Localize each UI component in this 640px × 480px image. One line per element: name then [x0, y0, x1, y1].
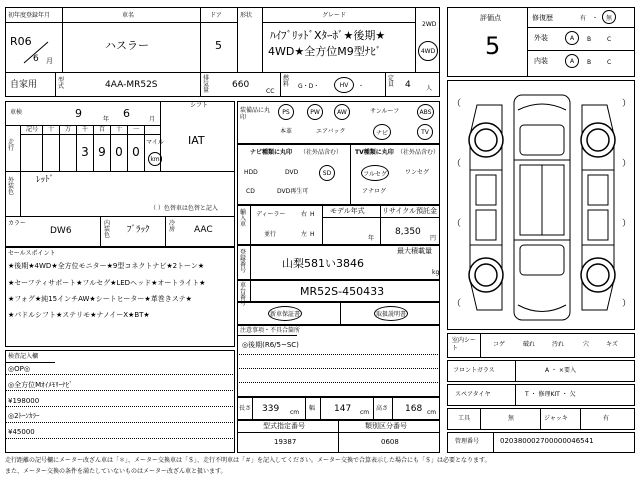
interior-grade-c: C: [607, 59, 612, 66]
repair-no-circle: [602, 10, 616, 24]
car-diagram: [462, 90, 622, 325]
navi-dvd-play: DVD再生可: [277, 188, 309, 195]
map-left-paren: （: [452, 99, 462, 109]
inspection-label: 車検: [10, 109, 23, 116]
max-load-label: 最大積載量: [397, 247, 432, 255]
equip-ps: PS: [278, 104, 294, 120]
chassis-label: 車台番号: [240, 282, 247, 307]
sheet-scratch: キズ: [606, 341, 618, 348]
max-load-unit: kg: [432, 269, 440, 276]
model-year-unit: 年: [368, 235, 375, 242]
tv-fullseg-circle: [361, 165, 389, 181]
score: 5: [485, 32, 501, 60]
chassis-value: MR52S-450433: [300, 285, 385, 298]
inspector-line: ¥45000: [8, 428, 35, 436]
unit-ten-man: 十: [48, 126, 55, 133]
navi-dvd: DVD: [285, 169, 299, 176]
warranty: 新車保証書: [269, 311, 300, 318]
interior-grade-a-circle: A: [565, 54, 579, 68]
fuel-hv-circle: [334, 77, 354, 93]
inspector-line: ◎全方位Mｵｲﾒﾓﾘｰﾅﾋﾞ: [8, 381, 73, 389]
drive-4wd: 4WD: [420, 47, 436, 55]
map-right-paren: ）: [622, 299, 632, 309]
grade-line-1: ﾊｲﾌﾞﾘｯﾄﾞXﾀｰﾎﾞ★後期★: [270, 29, 386, 42]
unit-ichi: 一: [133, 126, 140, 133]
import-parallel: 並行: [264, 231, 277, 238]
color-no-label: カラー: [8, 220, 27, 227]
displacement: 660: [232, 80, 250, 90]
manual-circle: [374, 306, 408, 321]
interior-grade-b: B: [587, 59, 592, 66]
mileage-digit: 3: [81, 145, 89, 159]
exterior-color: ﾚｯﾄﾞ: [36, 175, 55, 185]
drive-4wd-circle: [418, 41, 438, 61]
car-name: ハスラー: [105, 39, 149, 52]
recycle-label: リサイクル預託金: [382, 207, 438, 215]
inspector-label: 検査記入欄: [8, 353, 39, 360]
reg-month-unit: 月: [46, 57, 53, 65]
equip-navi: ナビ: [373, 124, 391, 140]
capacity: 4: [405, 80, 411, 90]
grade-label: グレード: [322, 12, 347, 19]
unit-sen: 千: [82, 126, 89, 133]
import-h-right: H: [310, 211, 315, 218]
exterior-label: 外装色: [8, 177, 15, 196]
inspection-year: 9: [75, 107, 82, 120]
import-dealer: ディーラー: [256, 211, 286, 218]
ac: AAC: [194, 225, 213, 235]
spare-label: スペアタイヤ: [455, 391, 491, 398]
length-value: 339: [262, 404, 280, 414]
equip-abs: ABS: [417, 104, 434, 120]
exterior-grade-a-circle: A: [565, 31, 579, 45]
equip-pw: PW: [307, 104, 323, 120]
inspector-line: ¥198000: [8, 397, 40, 405]
width-value: 147: [334, 404, 352, 414]
jack-value: 有: [603, 415, 610, 422]
selling-point-line: ★後期★4WD★全方位モニター★9型コネクトナビ★2トーン★: [8, 262, 205, 270]
equip-sunroof: サンルーフ: [370, 108, 400, 115]
fuel-rest: ・: [358, 83, 365, 90]
exterior-grade-b: B: [587, 36, 592, 43]
model: 4AA-MR52S: [105, 80, 158, 90]
tools-value: 無: [508, 415, 515, 422]
unit-hyaku: 百: [99, 126, 106, 133]
reg-year-label: 初年度登録年月: [8, 12, 51, 19]
selling-point-line: ★セーフティサポート★フルセグ★LEDヘッド★オートライト★: [8, 279, 206, 287]
navi-sd: SD: [322, 169, 332, 177]
shift-label: シフト: [190, 102, 209, 109]
capacity-unit: 人: [426, 85, 433, 92]
shape-label: 形状: [240, 12, 253, 19]
tv-label: TV種類に丸印: [355, 149, 394, 156]
interior-grade-label: 内装: [534, 57, 548, 65]
navi-sub: （社外品含む）: [300, 149, 343, 156]
manual: 取扱説明書: [375, 311, 406, 318]
mileage-note-label: 記号: [26, 126, 39, 133]
repair-yes: 有: [580, 15, 587, 22]
spare-value: T ・ 修理KIT ・ 欠: [525, 391, 576, 398]
selling-points-label: セールスポイント: [8, 250, 56, 257]
equip-tv: TV: [417, 124, 433, 140]
class-value: 0608: [381, 438, 399, 446]
front-glass-value: A ・ ×要入: [545, 367, 576, 374]
footer-line-2: また、メーター交換の条件を満たしていないものはメーター改ざん車と扱います。: [5, 468, 227, 475]
unit-ju: 十: [116, 126, 123, 133]
height-value: 168: [405, 404, 423, 414]
fuel-hv: HV: [339, 81, 349, 89]
map-right-paren: ）: [622, 219, 632, 229]
mgmt-label: 管理番号: [455, 438, 480, 445]
km-unit: km: [150, 155, 160, 163]
tools-label: 工具: [458, 415, 471, 422]
designation-value: 19387: [274, 438, 297, 446]
width-unit: cm: [360, 409, 370, 416]
equip-aw: AW: [334, 104, 350, 120]
sheet-hole: 穴: [583, 341, 590, 348]
jack-label: ジャッキ: [544, 415, 568, 422]
drive-2wd: 2WD: [422, 21, 437, 28]
navi-hdd: HDD: [244, 169, 258, 176]
equipment-label: 装備品に丸印: [240, 107, 271, 122]
km-circle: [148, 152, 162, 166]
import-right: 右: [301, 211, 308, 218]
inspection-month: 6: [123, 107, 130, 120]
grade-line-2: 4WD★全方位M9型ﾅﾋﾞ: [268, 45, 382, 58]
front-glass-label: フロントガラス: [453, 367, 495, 374]
tv-analog: アナログ: [362, 188, 387, 195]
navi-sd-circle: [319, 165, 335, 181]
reg-year: R06: [10, 35, 32, 48]
inspector-line: ◎OP◎: [8, 365, 30, 373]
mileage-digit: 0: [115, 145, 123, 159]
height-unit: cm: [427, 409, 437, 416]
door-count: 5: [215, 39, 222, 52]
sheet-burn: コゲ: [493, 341, 506, 348]
fuel-options: G・D・: [298, 83, 320, 90]
repair-no: 無: [605, 14, 612, 22]
designation-label: 型式指定番号: [263, 422, 305, 430]
cc-unit: CC: [266, 88, 275, 95]
model-year-label: モデル年式: [330, 207, 365, 215]
sheet-tear: 破れ: [523, 341, 536, 348]
warranty-circle: [268, 306, 302, 321]
mileage-digit: 9: [98, 145, 106, 159]
unit-man: 万: [65, 126, 72, 133]
tv-sub: （社外品含む）: [397, 149, 440, 156]
import-h-left: H: [310, 231, 315, 238]
score-label: 評価点: [480, 14, 501, 22]
footer-line-1: 走行距離の記号欄にメーター改ざん車は「＊」、メーター交換車は「＄」、走行不明車は「＃」を記入してください。メーター交換で合算表示した場合にも「＄」は必要となります。: [5, 457, 491, 464]
ac-label: 冷房: [169, 220, 176, 233]
sheet-stain: 汚れ: [552, 341, 565, 348]
model-label: 型式: [58, 77, 65, 90]
height-label: 高さ: [376, 405, 389, 412]
registration-label: 登録番号: [240, 249, 247, 274]
mileage-digit: 0: [132, 145, 140, 159]
exterior-grade-label: 外装: [534, 34, 548, 42]
map-right-paren: ）: [622, 99, 632, 109]
width-label: 幅: [309, 405, 316, 412]
map-left-paren: （: [452, 159, 462, 169]
usage: 自家用: [10, 80, 38, 90]
selling-point-line: ★フォグ★純15インチAW★シートヒーター★革巻きステ★: [8, 295, 192, 303]
reg-month: 6: [33, 54, 39, 64]
shift: IAT: [188, 134, 205, 147]
repair-dot: ・: [592, 15, 599, 22]
inspection-year-unit: 年: [103, 116, 110, 123]
notes-label: 注意事項・不具合箇所: [240, 327, 301, 334]
equip-airbag: エアバック: [316, 128, 346, 135]
navi-label: ナビ種類に丸印: [250, 149, 293, 156]
length-label: 長さ: [239, 405, 252, 412]
interior-sheet-label: 室内シート: [452, 337, 477, 352]
map-left-paren: （: [452, 219, 462, 229]
notes-line: ◎後期(R6/5~SC): [242, 341, 299, 349]
inspection-month-unit: 月: [149, 116, 156, 123]
mgmt-value: 020380002700000046541: [500, 437, 594, 445]
registration-value: 山梨581い3846: [282, 257, 364, 270]
mileage-label: 走行: [8, 139, 15, 152]
car-name-label: 車名: [122, 12, 135, 19]
interior-color-label: 内装色: [104, 220, 111, 239]
repair-label: 修復歴: [532, 14, 553, 22]
equip-leather: 本革: [280, 128, 293, 135]
selling-point-line: ★パドルシフト★ステリモ★ナノイーX★BT★: [8, 311, 150, 319]
fuel-label: 燃料: [283, 75, 290, 88]
interior-color: ﾌﾞﾗｯｸ: [127, 225, 150, 235]
door-label: ドア: [210, 12, 222, 19]
recycle-unit: 円: [430, 235, 437, 242]
exterior-grade-c: C: [607, 36, 612, 43]
import-label: 輸入車: [240, 209, 247, 228]
displacement-label: 排気量: [203, 75, 210, 94]
inspector-line: ◎2ﾄｰﾝｶﾗｰ: [8, 412, 40, 420]
map-left-paren: （: [452, 299, 462, 309]
class-label: 類別区分番号: [365, 422, 407, 430]
capacity-label: 定員: [388, 75, 395, 88]
tv-oneseg: ワンセグ: [405, 169, 430, 176]
color-no: DW6: [50, 226, 72, 236]
exterior-note: （ ）色替車は色替と記入: [150, 205, 218, 212]
import-left: 左: [301, 231, 308, 238]
recycle-value: 8,350: [395, 227, 421, 237]
map-right-paren: ）: [622, 159, 632, 169]
tv-fullseg: フルセグ: [363, 170, 387, 178]
length-unit: cm: [290, 409, 300, 416]
mile-unit: マイル: [146, 139, 164, 146]
navi-cd: CD: [246, 188, 255, 195]
